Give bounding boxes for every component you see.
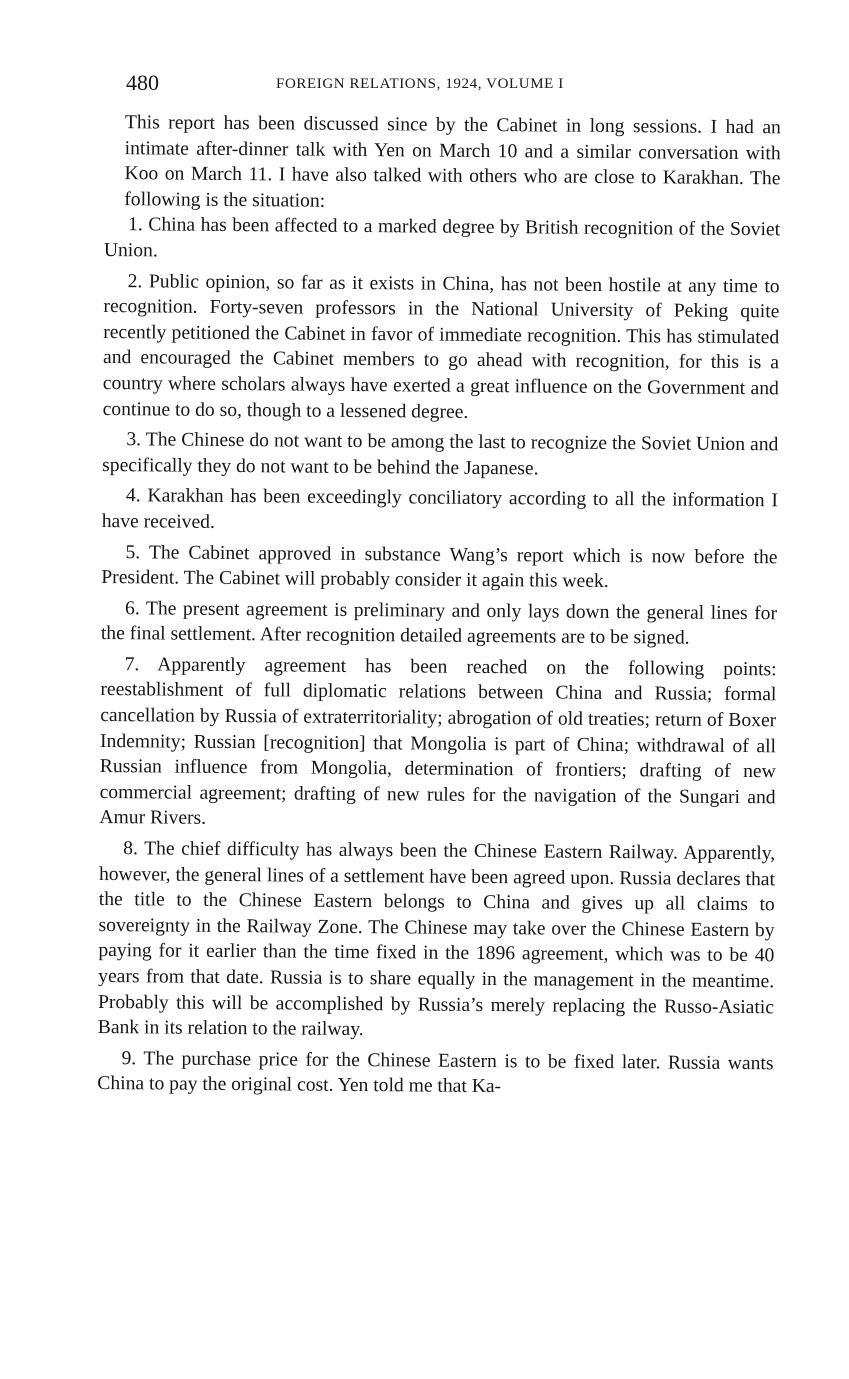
paragraph-point-3: 3. The Chinese do not want to be among the last to recognize the Soviet Union and specifically they do not want to be behind the Japanese. [102, 429, 779, 480]
paragraph-intro: This report has been discussed since by the Cabinet in long sessions. I had an intimate after-dinner talk with Yen on March 10 and a similar conversation with Koo on March 11. I have also talked with others who are close to Karakhan. The following is the situation: [124, 112, 781, 212]
body-text [97, 110, 781, 1102]
paragraph-point-5: 5. The Cabinet approved in substance Wang’s report which is now before the President. The Cabinet will probably consider it again this week. [101, 541, 778, 593]
page-number: 480 [126, 70, 159, 95]
paragraph-point-1: 1. China has been affected to a marked degree by British recognition of the Soviet Union. [103, 214, 781, 262]
paragraph-point-2: 2. Public opinion, so far as it exists in China, has not been hostile at any time to recognition. Forty-seven professors in the National University of Peking quite recently petitioned the Cabinet in favor of immediate recognition. This has stimulated and encouraged the Cabinet members to go ahead with recognition, for this is a country where scholars always have exerted a great influence on the Government and continue to do so, though to a lessened degree. [102, 270, 780, 423]
paragraph-point-9: 9. The purchase price for the Chinese Eastern is to be fixed later. Russia wants China to pay the original cost. Yen told me that Ka- [97, 1047, 774, 1098]
paragraph-point-8: 8. The chief difficulty has always been the Chinese Eastern Railway. Apparently, however, the general lines of a settlement have been agreed upon. Russia declares that the title to the Chinese Eastern belongs to China and gives up all claims to sovereignty in the Railway Zone. The Chinese may take over the Chinese Eastern by paying for it earlier than the time fixed in the 1896 agreement, which was to be 40 years from that date. Russia is to share equally in the management in the meantime. Probably this will be accomplished by Russia’s merely replacing the Russo-Asiatic Bank in its relation to the railway. [97, 838, 776, 1041]
paragraph-point-6: 6. The present agreement is preliminary and only lays down the general lines for the final settlement. After recognition detailed agreements are to be signed. [100, 597, 778, 649]
page-header [126, 70, 646, 100]
paragraph-point-4: 4. Karakhan has been exceedingly conciliatory according to all the information I have received. [101, 485, 779, 533]
running-head: FOREIGN RELATIONS, 1924, VOLUME I [276, 76, 564, 92]
paragraph-point-7: 7. Apparently agreement has been reached on the following points: reestablishment of full diplomatic relations between China and Russia; formal cancellation by Russia of extraterritoriality; abrogation of old treaties; return of Boxer Indemnity; Russian [recognition] that Mongolia is part of China; withdrawal of all Russian influence from Mongolia, determination of frontiers; drafting of new commercial agreement; drafting of new rules for the navigation of the Sungari and Amur Rivers. [99, 654, 777, 830]
